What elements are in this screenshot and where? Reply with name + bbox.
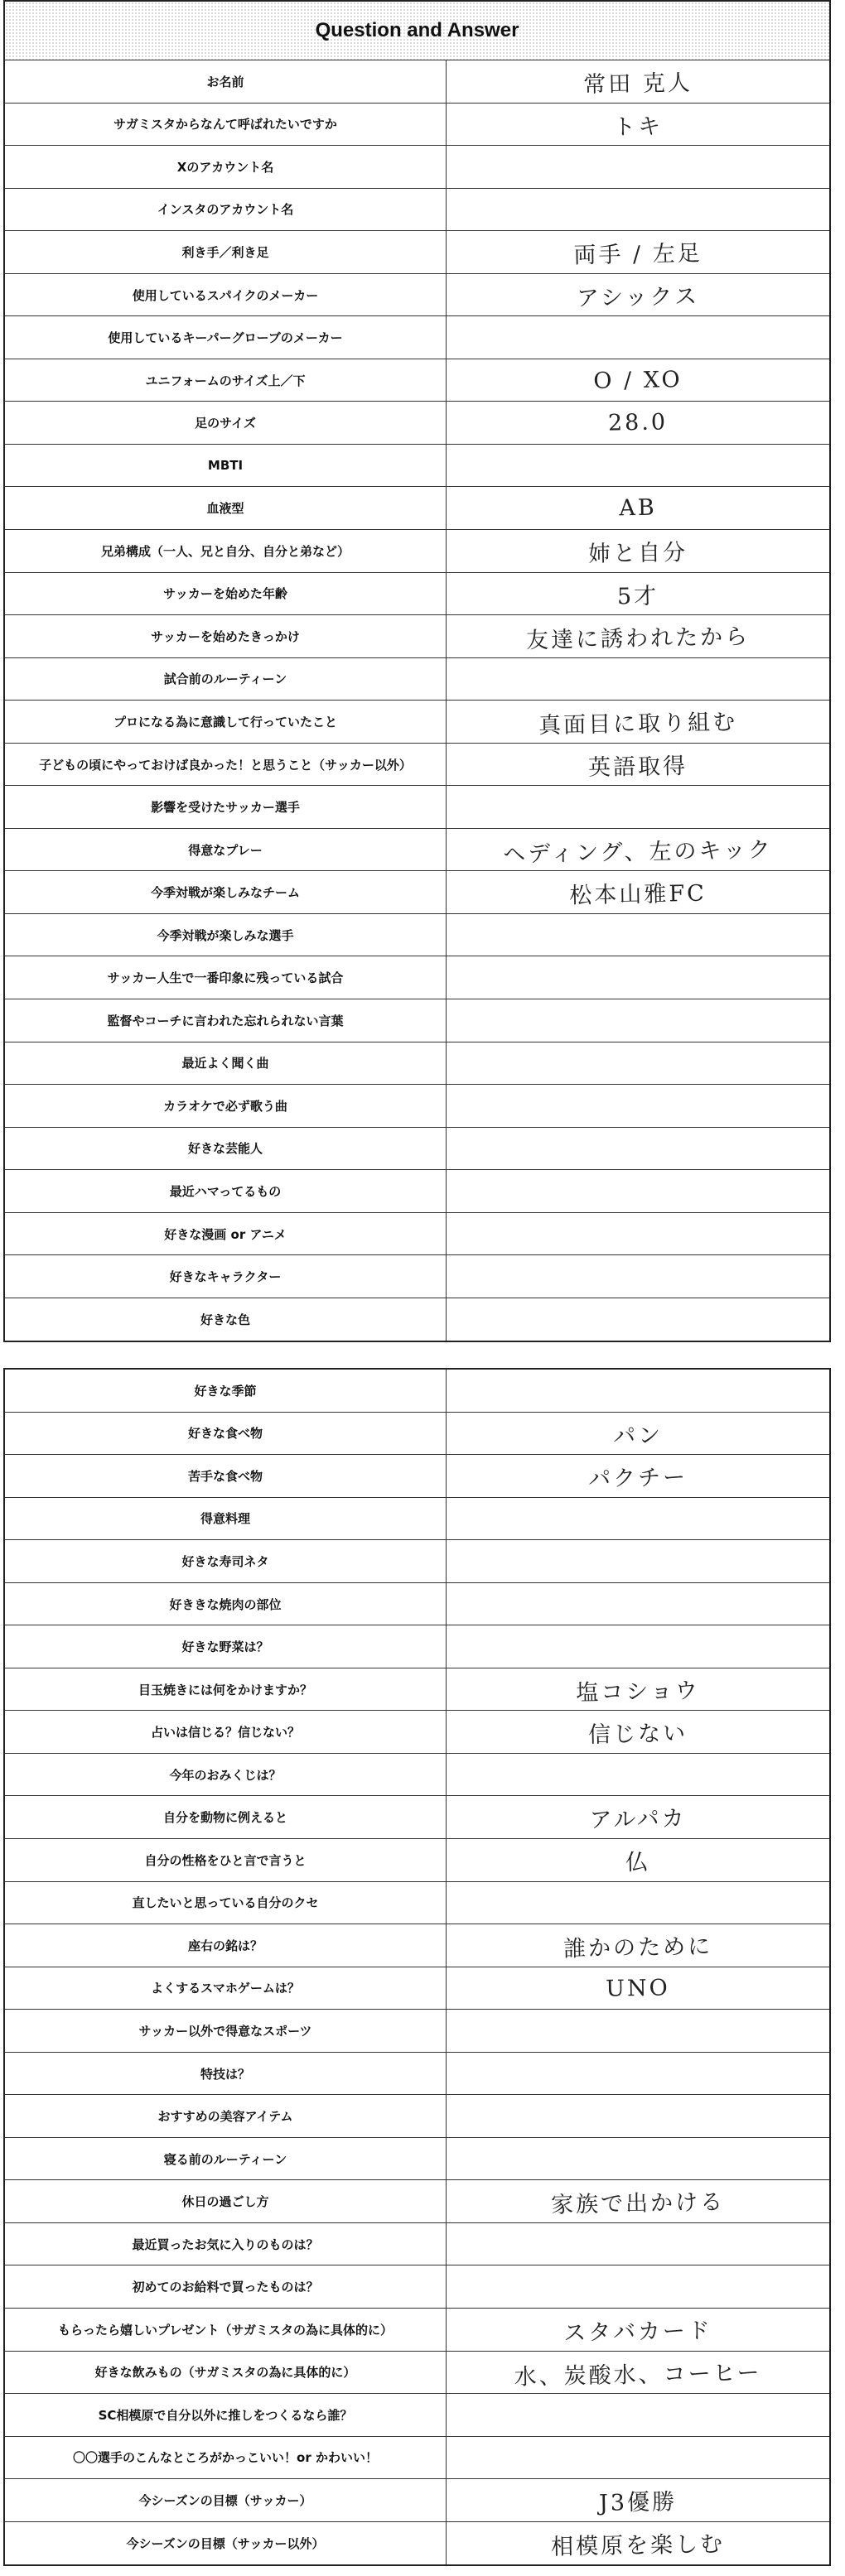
qa-row — [5, 1255, 829, 1298]
answer-cell: 松本山雅FC — [569, 880, 707, 909]
qa-row — [5, 2223, 829, 2266]
answer-cell: 姉と自分 — [587, 539, 688, 567]
questionnaire-sheet-1 — [3, 0, 831, 1342]
question-label: 試合前のルーティーン — [5, 658, 447, 701]
qa-row — [5, 956, 829, 999]
qa-row — [5, 1711, 829, 1754]
question-label: プロになる為に意識して行っていたこと — [5, 701, 447, 743]
qa-row — [5, 316, 829, 359]
question-label: サッカーを始めたきっかけ — [5, 615, 447, 657]
qa-row — [5, 2053, 829, 2096]
answer-cell — [447, 2049, 830, 2098]
question-label: 今季対戦が楽しみな選手 — [5, 914, 447, 956]
question-label: ユニフォームのサイズ上／下 — [5, 359, 447, 402]
question-label: よくするスマホゲームは？ — [5, 1967, 447, 2010]
question-label: 好きな食べ物 — [5, 1413, 447, 1455]
question-label: 〇〇選手のこんなところがかっこいい！or かわいい！ — [5, 2437, 447, 2479]
qa-row — [5, 1128, 829, 1171]
qa-row — [5, 1754, 829, 1797]
answer-cell: O / XO — [593, 366, 683, 394]
answer-cell — [447, 1167, 830, 1216]
qa-row — [5, 60, 829, 104]
qa-row — [5, 1042, 829, 1086]
answer-cell — [447, 1039, 830, 1088]
qa-row — [5, 1298, 829, 1341]
answer-cell — [447, 1879, 830, 1928]
qa-row — [5, 445, 829, 488]
answer-cell — [447, 142, 830, 191]
answer-cell: 仏 — [625, 1849, 651, 1876]
qa-row — [5, 231, 829, 274]
question-label: 好きなキャラクター — [5, 1255, 447, 1298]
answer-cell — [447, 2220, 830, 2269]
qa-row — [5, 829, 829, 872]
question-label: 好きな野菜は？ — [5, 1625, 447, 1668]
question-label: 好きな漫画 or アニメ — [5, 1213, 447, 1255]
question-label: 使用しているスパイクのメーカー — [5, 274, 447, 316]
answer-cell — [447, 2262, 830, 2311]
answer-cell: 友達に誘われたから — [525, 624, 751, 654]
answer-cell: 28.0 — [607, 409, 669, 436]
answer-cell: 家族で出かける — [550, 2189, 726, 2218]
question-label: 最近よく聞く曲 — [5, 1042, 447, 1085]
question-label: 最近ハマってるもの — [5, 1170, 447, 1212]
answer-cell: 5才 — [616, 582, 659, 609]
answer-cell: 塩コショウ — [576, 1678, 701, 1706]
question-label: サガミスタからなんて呼ばれたいですか — [5, 104, 447, 146]
qa-row — [5, 2010, 829, 2053]
question-label: 特技は？ — [5, 2053, 447, 2095]
answer-cell — [447, 1210, 830, 1259]
qa-row — [5, 1967, 829, 2010]
qa-row — [5, 1583, 829, 1626]
answer-cell — [447, 2006, 830, 2055]
question-label: 最近買ったお気に入りのものは？ — [5, 2223, 447, 2265]
question-label: 子どもの頃にやっておけば良かった！と思うこと（サッカー以外） — [5, 744, 447, 786]
answer-cell: 真面目に取り組む — [538, 709, 738, 739]
question-label: サッカー人生で一番印象に残っている試合 — [5, 956, 447, 999]
answer-cell — [447, 1295, 830, 1345]
answer-cell: パクチー — [587, 1464, 688, 1492]
qa-row — [5, 744, 829, 787]
answer-cell: パン — [612, 1422, 664, 1449]
question-label: サッカーを始めた年齢 — [5, 573, 447, 615]
answer-cell: UNO — [605, 1974, 671, 2002]
answer-cell — [447, 185, 830, 234]
qa-row — [5, 1540, 829, 1583]
question-label: 今シーズンの目標（サッカー） — [5, 2479, 447, 2521]
qa-row — [5, 2479, 829, 2522]
qa-row — [5, 274, 829, 317]
question-label: 今年のおみくじは？ — [5, 1754, 447, 1796]
answer-cell — [447, 1537, 830, 1586]
qa-row — [5, 530, 829, 573]
qa-row — [5, 1625, 829, 1668]
question-label: 占いは信じる？信じない？ — [5, 1711, 447, 1753]
qa-row — [5, 146, 829, 189]
question-label: カラオケで必ず歌う曲 — [5, 1085, 447, 1127]
question-label: 血液型 — [5, 487, 447, 529]
qa-row — [5, 1796, 829, 1839]
answer-cell — [447, 996, 830, 1045]
question-label: もらったら嬉しいプレゼント（サガミスタの為に具体的に） — [5, 2309, 447, 2351]
question-label: 今季対戦が楽しみなチーム — [5, 871, 447, 913]
qa-row — [5, 1668, 829, 1712]
qa-row — [5, 1213, 829, 1256]
qa-row — [5, 2095, 829, 2138]
answer-cell — [447, 953, 830, 1002]
answer-cell — [447, 911, 830, 960]
answer-cell — [447, 1580, 830, 1629]
sheet-title: Question and Answer — [5, 2, 829, 60]
answer-cell — [447, 441, 830, 490]
question-label: インスタのアカウント名 — [5, 189, 447, 231]
answer-cell: 常田 克人 — [582, 70, 693, 98]
qa-row — [5, 1413, 829, 1456]
answer-cell: 信じない — [587, 1721, 688, 1749]
question-label: 寝る前のルーティーン — [5, 2138, 447, 2180]
question-label: 休日の過ごし方 — [5, 2180, 447, 2222]
qa-row — [5, 2437, 829, 2480]
qa-row — [5, 1882, 829, 1925]
question-label: 利き手／利き足 — [5, 231, 447, 273]
answer-cell: ヘディング、左のキック — [502, 836, 774, 868]
qa-row — [5, 1170, 829, 1213]
qa-row — [5, 2522, 829, 2565]
qa-table-2 — [5, 1370, 829, 2564]
answer-cell — [447, 1622, 830, 1671]
answer-cell — [447, 2092, 830, 2140]
qa-row — [5, 402, 829, 445]
answer-cell — [447, 1081, 830, 1130]
question-label: 好きな飲みもの（サガミスタの為に具体的に） — [5, 2352, 447, 2394]
question-label: 足のサイズ — [5, 402, 447, 444]
answer-cell: トキ — [612, 113, 664, 140]
qa-row — [5, 2265, 829, 2309]
question-label: 影響を受けたサッカー選手 — [5, 786, 447, 828]
qa-row — [5, 701, 829, 744]
question-label: 好きな季節 — [5, 1370, 447, 1412]
answer-cell — [447, 2434, 830, 2482]
qa-row — [5, 2180, 829, 2223]
question-label: おすすめの美容アイテム — [5, 2095, 447, 2137]
question-label: 監督やコーチに言われた忘れられない言葉 — [5, 999, 447, 1042]
question-label: 好ききな焼肉の部位 — [5, 1583, 447, 1625]
question-label: お名前 — [5, 60, 447, 103]
qa-row — [5, 1085, 829, 1128]
question-label: 自分の性格をひと言で言うと — [5, 1839, 447, 1881]
answer-cell — [447, 2391, 830, 2439]
question-label: SC相模原で自分以外に推しをつくるなら誰？ — [5, 2394, 447, 2436]
answer-cell — [447, 1495, 830, 1543]
qa-row — [5, 999, 829, 1042]
answer-cell — [447, 655, 830, 704]
qa-row — [5, 487, 829, 530]
question-label: 使用しているキーパーグローブのメーカー — [5, 316, 447, 359]
qa-row — [5, 573, 829, 616]
qa-row — [5, 189, 829, 232]
answer-cell: 両手 / 左足 — [573, 240, 703, 269]
answer-cell: 誰かのために — [563, 1933, 713, 1962]
qa-row — [5, 914, 829, 957]
question-label: サッカー以外で得意なスポーツ — [5, 2010, 447, 2052]
qa-row — [5, 1455, 829, 1498]
question-label: 得意なプレー — [5, 829, 447, 871]
qa-row — [5, 2394, 829, 2437]
answer-cell: AB — [619, 494, 657, 522]
answer-cell: 英語取得 — [587, 753, 688, 781]
qa-row — [5, 2138, 829, 2181]
qa-row — [5, 1498, 829, 1541]
question-label: 初めてのお給料で買ったものは？ — [5, 2265, 447, 2308]
answer-cell — [447, 2135, 830, 2184]
qa-row — [5, 2352, 829, 2395]
question-label: 好きな色 — [5, 1298, 447, 1341]
answer-cell — [447, 313, 830, 362]
qa-row — [5, 104, 829, 147]
question-label: 自分を動物に例えると — [5, 1796, 447, 1838]
question-label: Xのアカウント名 — [5, 146, 447, 188]
question-label: MBTI — [5, 445, 447, 487]
answer-cell: アルパカ — [589, 1806, 687, 1834]
qa-table-1 — [5, 60, 829, 1341]
answer-cell — [447, 1366, 830, 1415]
question-label: 好きな寿司ネタ — [5, 1540, 447, 1582]
qa-row — [5, 1839, 829, 1882]
question-label: 苦手な食べ物 — [5, 1455, 447, 1497]
question-label: 座右の銘は？ — [5, 1924, 447, 1967]
qa-row — [5, 1924, 829, 1967]
question-label: 今シーズンの目標（サッカー以外） — [5, 2522, 447, 2565]
question-label: 好きな芸能人 — [5, 1128, 447, 1170]
qa-row — [5, 658, 829, 701]
qa-row — [5, 2309, 829, 2352]
answer-cell — [447, 1750, 830, 1799]
qa-row — [5, 871, 829, 914]
answer-cell: 相模原を楽しむ — [550, 2531, 726, 2560]
question-label: 兄弟構成（一人、兄と自分、自分と弟など） — [5, 530, 447, 572]
qa-row — [5, 1370, 829, 1413]
answer-cell — [447, 1252, 830, 1301]
qa-row — [5, 615, 829, 658]
questionnaire-sheet-2 — [3, 1368, 831, 2566]
question-label: 直したいと思っている自分のクセ — [5, 1882, 447, 1924]
qa-row — [5, 359, 829, 402]
answer-cell: J3優勝 — [598, 2489, 678, 2516]
answer-cell: スタバカード — [563, 2318, 713, 2347]
answer-cell — [447, 782, 830, 831]
question-label: 目玉焼きには何をかけますか？ — [5, 1668, 447, 1711]
qa-row — [5, 786, 829, 829]
answer-cell: アシックス — [576, 283, 700, 311]
question-label: 得意料理 — [5, 1498, 447, 1540]
answer-cell: 水、炭酸水、コーヒー — [514, 2359, 762, 2390]
answer-cell — [447, 1124, 830, 1173]
